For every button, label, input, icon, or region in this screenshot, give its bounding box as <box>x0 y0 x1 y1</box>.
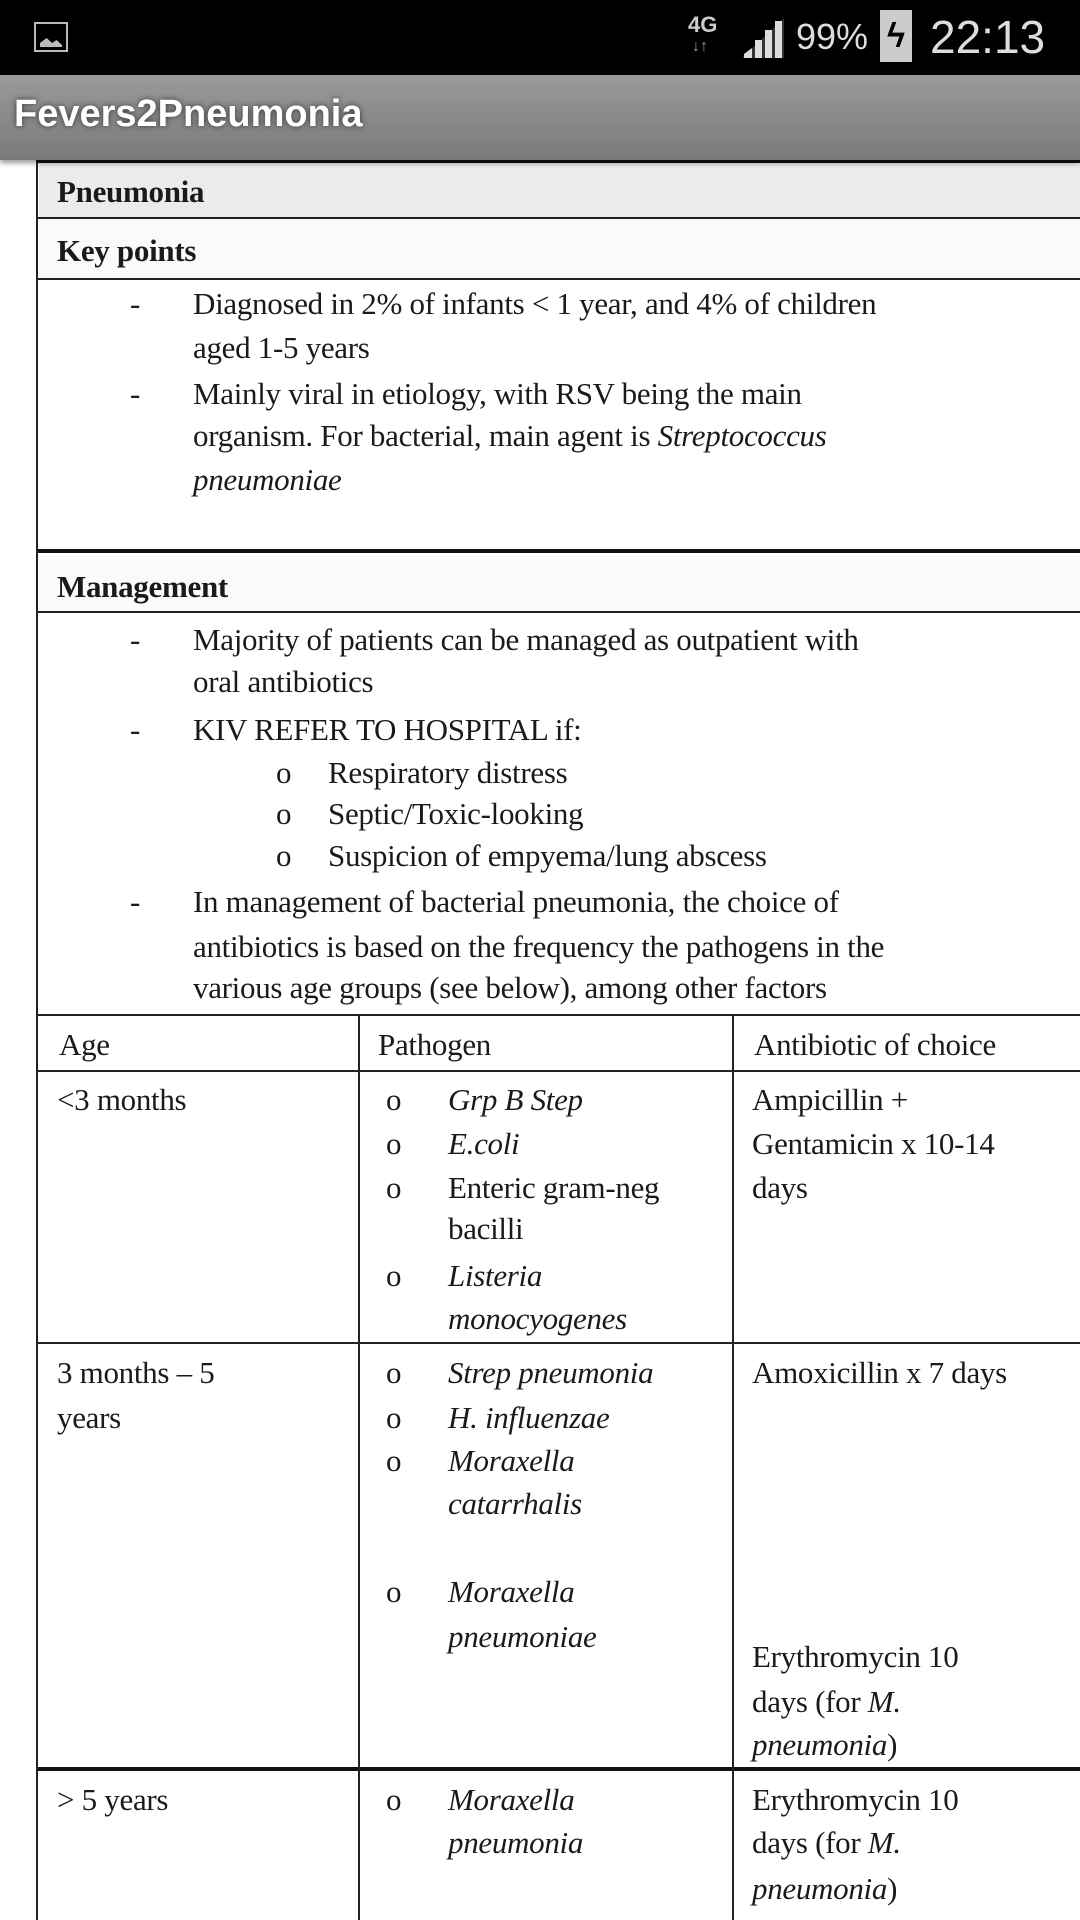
charging-battery-icon: ϟ <box>880 10 912 62</box>
column-divider <box>732 1014 734 1920</box>
text-run: Strep pneumonia <box>448 1355 654 1390</box>
management-line <box>328 753 567 793</box>
bullet: o <box>386 1443 402 1478</box>
text-run: In management of bacterial pneumonia, the choice of <box>193 884 839 919</box>
text-run: days (for <box>752 1684 868 1719</box>
signal-icon <box>742 18 784 58</box>
text-run: H. influenzae <box>448 1400 610 1435</box>
pathogen-line <box>448 1398 609 1438</box>
text-run: M. <box>867 1684 901 1719</box>
text-run: KIV REFER TO HOSPITAL if: <box>193 712 582 747</box>
key-points-heading: Key points <box>57 233 197 268</box>
pathogen-line <box>448 1124 519 1164</box>
management-heading: Management <box>57 569 228 604</box>
antibiotic-line <box>752 1823 901 1863</box>
text-run: Mainly viral in etiology, with RSV being the main <box>193 376 802 411</box>
text-run: ) <box>887 1727 898 1762</box>
text-run: pneumonia <box>752 1871 888 1906</box>
age-cell: > 5 years <box>57 1782 169 1817</box>
status-bar <box>0 0 1080 75</box>
bullet: - <box>130 884 141 919</box>
pathogen-line <box>448 1168 659 1208</box>
row-divider <box>37 217 1080 219</box>
text-run: days <box>752 1170 808 1205</box>
network-type: 4G <box>688 12 718 37</box>
antibiotic-line <box>752 1637 958 1677</box>
text-run: Listeria <box>448 1258 543 1293</box>
data-activity-icon: ↓↑ <box>692 38 708 55</box>
management-line <box>328 836 767 876</box>
key-point-line <box>193 460 342 500</box>
text-run: Ampicillin + <box>752 1082 908 1117</box>
age-cell: <3 months <box>57 1082 187 1117</box>
sub-bullet: o <box>276 796 292 831</box>
text-run: ) <box>887 1871 898 1906</box>
bullet: o <box>386 1574 402 1609</box>
text-run: Streptococcus <box>657 418 827 453</box>
management-line <box>193 927 884 967</box>
pathogen-line <box>448 1209 523 1249</box>
bullet: o <box>386 1082 402 1117</box>
pathogen-line <box>448 1353 653 1393</box>
row-divider <box>37 1070 1080 1072</box>
row-divider <box>37 611 1080 613</box>
pathogen-line <box>448 1080 583 1120</box>
row-divider <box>37 1342 1080 1344</box>
text-run: Majority of patients can be managed as outpatient with <box>193 622 859 657</box>
pathogen-line <box>448 1823 583 1863</box>
text-run: pneumonia <box>448 1825 584 1860</box>
bullet: o <box>386 1126 402 1161</box>
pathogen-line <box>448 1780 574 1820</box>
text-run: Grp B Step <box>448 1082 583 1117</box>
antibiotic-line <box>752 1682 901 1722</box>
app-title: Fevers2Pneumonia <box>14 93 363 135</box>
bullet: o <box>386 1258 402 1293</box>
bullet: o <box>386 1355 402 1390</box>
management-line <box>193 882 839 922</box>
antibiotic-line <box>752 1124 995 1164</box>
pathogen-line <box>448 1441 574 1481</box>
app-bar <box>0 75 1080 160</box>
text-run: organism. For bacterial, main agent is <box>193 418 658 453</box>
gallery-notification-icon <box>34 22 68 52</box>
age-cell: years <box>57 1400 121 1435</box>
bullet: o <box>386 1400 402 1435</box>
text-run: antibiotics is based on the frequency the pathogens in the <box>193 929 885 964</box>
table-header-antibiotic: Antibiotic of choice <box>754 1027 996 1062</box>
text-run: oral antibiotics <box>193 664 374 699</box>
table-left-border <box>36 159 38 1920</box>
row-divider <box>37 1767 1080 1771</box>
bullet: o <box>386 1170 402 1205</box>
antibiotic-line <box>752 1080 908 1120</box>
management-line <box>193 968 827 1008</box>
text-run: Erythromycin 10 <box>752 1639 959 1674</box>
table-header-pathogen: Pathogen <box>378 1027 491 1062</box>
text-run: pneumoniae <box>448 1619 597 1654</box>
pathogen-line <box>448 1572 574 1612</box>
pathogen-line <box>448 1617 597 1657</box>
row-divider <box>37 1014 1080 1016</box>
clock: 22:13 <box>930 11 1046 63</box>
text-run: Amoxicillin x 7 days <box>752 1355 1007 1390</box>
text-run: pneumonia <box>752 1727 888 1762</box>
management-line <box>193 710 581 750</box>
pathogen-line <box>448 1299 627 1339</box>
sub-bullet: o <box>276 838 292 873</box>
text-run: aged 1-5 years <box>193 330 370 365</box>
sub-bullet: o <box>276 755 292 790</box>
text-run: Enteric gram-neg <box>448 1170 660 1205</box>
management-line <box>193 662 373 702</box>
row-divider <box>37 278 1080 280</box>
text-run: bacilli <box>448 1211 524 1246</box>
bullet: - <box>130 622 141 657</box>
pathogen-line <box>448 1484 582 1524</box>
document-title: Pneumonia <box>57 174 205 209</box>
key-point-line <box>193 284 876 324</box>
text-run: M. <box>867 1825 901 1860</box>
column-divider <box>358 1014 360 1920</box>
text-run: Septic/Toxic-looking <box>328 796 584 831</box>
bullet: - <box>130 712 141 747</box>
management-line <box>328 794 583 834</box>
antibiotic-line <box>752 1869 897 1909</box>
text-run: Erythromycin 10 <box>752 1782 959 1817</box>
battery-percent: 99% <box>796 16 869 57</box>
antibiotic-line <box>752 1780 958 1820</box>
key-point-line <box>193 416 827 456</box>
text-run: days (for <box>752 1825 868 1860</box>
age-cell: 3 months – 5 <box>57 1355 215 1390</box>
row-divider <box>37 549 1080 553</box>
text-run: Moraxella <box>448 1574 575 1609</box>
text-run: Gentamicin x 10-14 <box>752 1126 995 1161</box>
text-run: Moraxella <box>448 1782 575 1817</box>
antibiotic-line <box>752 1353 1007 1393</box>
key-point-line <box>193 374 802 414</box>
key-point-line <box>193 328 370 368</box>
text-run: monocyogenes <box>448 1301 627 1336</box>
text-run: Moraxella <box>448 1443 575 1478</box>
bullet: - <box>130 376 141 411</box>
text-run: pneumoniae <box>193 462 342 497</box>
table-header-age: Age <box>59 1027 110 1062</box>
bullet: o <box>386 1782 402 1817</box>
bullet: - <box>130 286 141 321</box>
text-run: Respiratory distress <box>328 755 568 790</box>
text-run: E.coli <box>448 1126 520 1161</box>
text-run: Suspicion of empyema/lung abscess <box>328 838 767 873</box>
pathogen-line <box>448 1256 542 1296</box>
antibiotic-line <box>752 1725 897 1765</box>
text-run: catarrhalis <box>448 1486 582 1521</box>
management-line <box>193 620 859 660</box>
antibiotic-line <box>752 1168 808 1208</box>
text-run: Diagnosed in 2% of infants < 1 year, and 4% of children <box>193 286 877 321</box>
text-run: various age groups (see below), among other factors <box>193 970 827 1005</box>
